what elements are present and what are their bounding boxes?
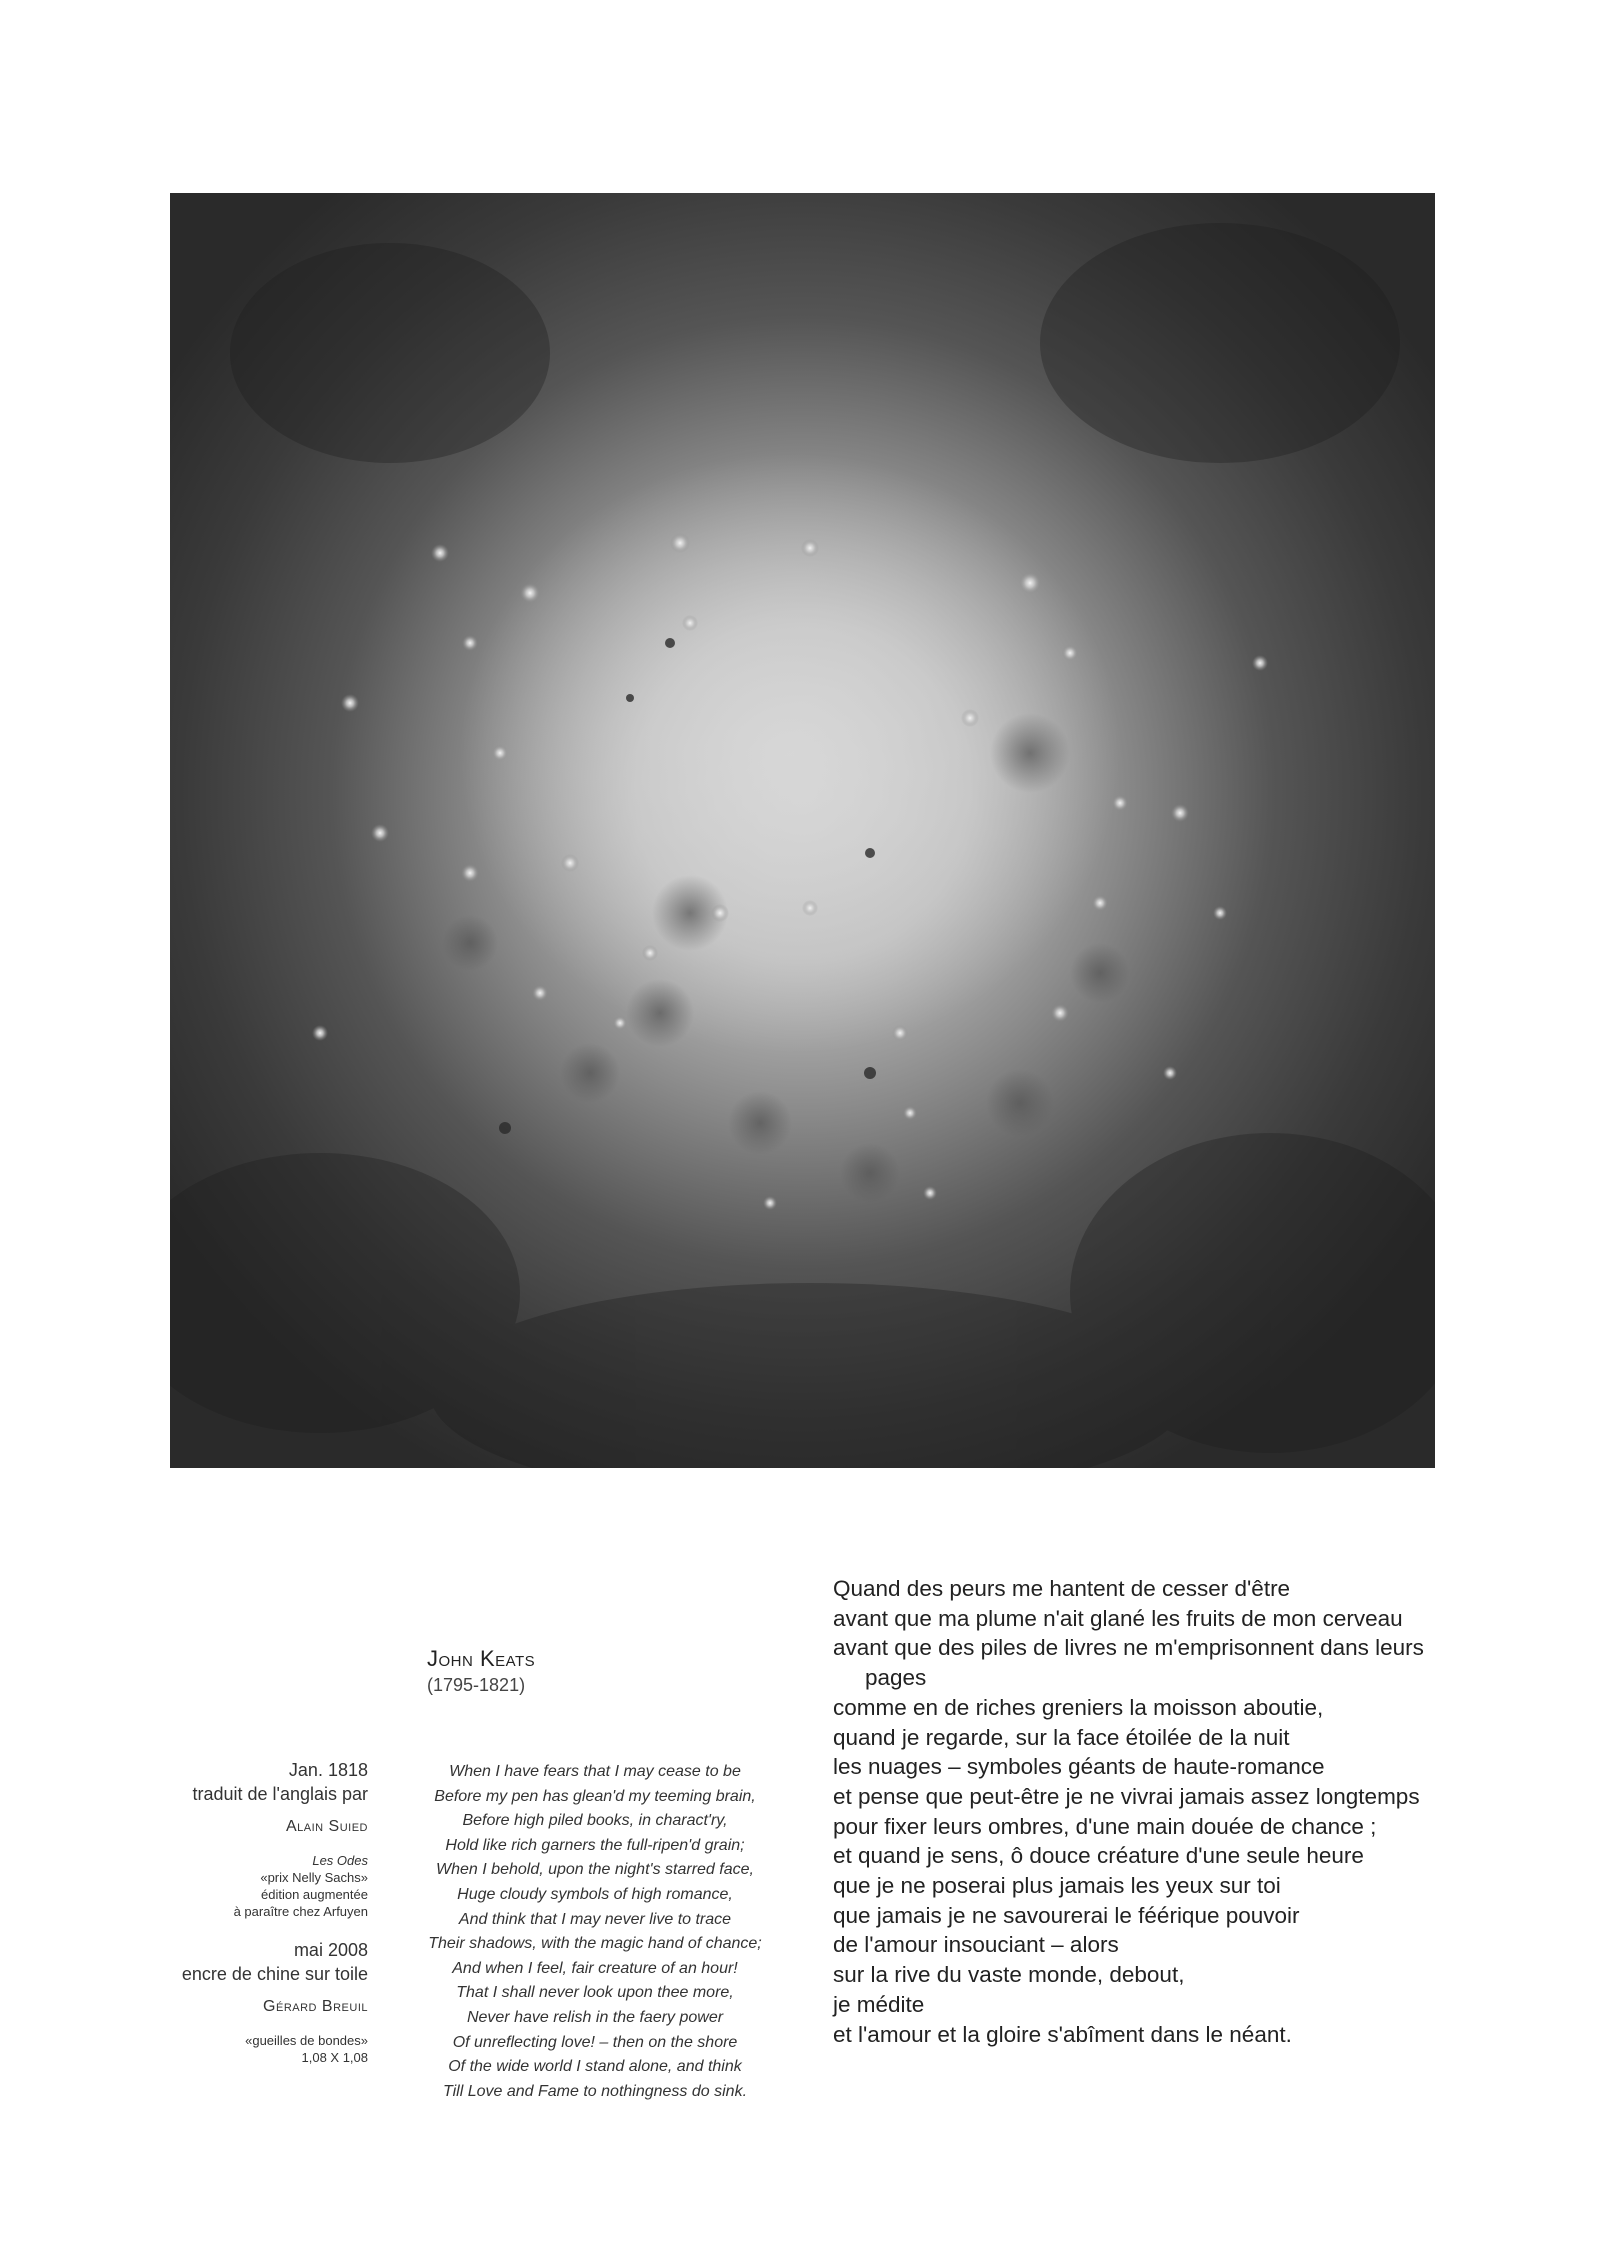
french-line: Quand des peurs me hantent de cesser d'être <box>833 1576 1291 1601</box>
english-line: Of the wide world I stand alone, and think <box>448 2058 742 2076</box>
english-line: That I shall never look upon thee more, <box>456 1984 734 2002</box>
english-line: Their shadows, with the magic hand of chance; <box>428 1935 762 1953</box>
publisher-label: à paraître chez Arfuyen <box>233 1904 368 1919</box>
french-line: avant que des piles de livres ne m'emprisonnent dans leurs pages <box>833 1635 1424 1691</box>
author-dates: (1795-1821) <box>427 1675 526 1695</box>
ink-painting <box>170 193 1435 1468</box>
english-line: And think that I may never live to trace <box>458 1910 732 1928</box>
english-line: Huge cloudy symbols of high romance, <box>457 1885 733 1903</box>
art-date: mai 2008 <box>293 1940 368 1960</box>
poem-french <box>833 1574 1453 2049</box>
author-name: John Keats <box>427 1646 536 1671</box>
french-line: et pense que peut-être je ne vivrai jamais assez longtemps <box>833 1783 1420 1809</box>
english-line: Never have relish in the faery power <box>466 2008 724 2026</box>
french-line: comme en de riches greniers la moisson aboutie, <box>833 1694 1324 1720</box>
french-line: et quand je sens, ô douce créature d'une seule heure <box>833 1843 1364 1869</box>
translated-by-label: traduit de l'anglais par <box>192 1784 368 1804</box>
french-line: sur la rive du vaste monde, debout, <box>833 1962 1185 1988</box>
artist-name: Gérard Breuil <box>263 1998 368 2015</box>
poem-date: Jan. 1818 <box>288 1760 368 1780</box>
french-line: les nuages – symboles géants de haute-romance <box>833 1754 1325 1780</box>
french-line: et l'amour et la gloire s'abîment dans le néant. <box>833 2021 1292 2047</box>
art-title: «gueilles de bondes» <box>245 2033 368 2048</box>
english-line: Hold like rich garners the full-ripen'd grain; <box>445 1836 745 1854</box>
poem-english <box>395 1760 795 2104</box>
french-line: de l'amour insouciant – alors <box>833 1932 1119 1958</box>
english-line: Till Love and Fame to nothingness do sink. <box>442 2082 748 2100</box>
english-line: Of unreflecting love! – then on the shore <box>452 2033 738 2051</box>
french-line: quand je regarde, sur la face étoilée de la nuit <box>833 1724 1290 1750</box>
author-heading <box>427 1645 535 1697</box>
art-medium: encre de chine sur toile <box>181 1964 368 1984</box>
english-line: Before my pen has glean'd my teeming brain, <box>434 1787 756 1805</box>
french-line: que je ne poserai plus jamais les yeux sur toi <box>833 1873 1281 1899</box>
english-line: When I have fears that I may cease to be <box>449 1763 741 1780</box>
french-line: que jamais je ne savourerai le féérique pouvoir <box>833 1902 1300 1928</box>
french-line: avant que ma plume n'ait glané les fruits de mon cerveau <box>833 1605 1403 1631</box>
english-line: And when I feel, fair creature of an hour! <box>452 1959 738 1977</box>
painting-image-icon <box>170 193 1435 1468</box>
english-line: Before high piled books, in charact'ry, <box>462 1812 728 1830</box>
translator-name: Alain Suied <box>285 1818 368 1835</box>
book-title: Les Odes <box>312 1853 368 1868</box>
edition-label: édition augmentée <box>261 1887 368 1902</box>
french-line: pour fixer leurs ombres, d'une main douée de chance ; <box>833 1813 1377 1839</box>
art-dimensions: 1,08 X 1,08 <box>301 2050 368 2065</box>
colophon <box>150 1758 368 2066</box>
french-line: je médite <box>833 1991 925 2017</box>
prize-label: «prix Nelly Sachs» <box>260 1870 368 1885</box>
english-line: When I behold, upon the night's starred face, <box>436 1861 754 1879</box>
